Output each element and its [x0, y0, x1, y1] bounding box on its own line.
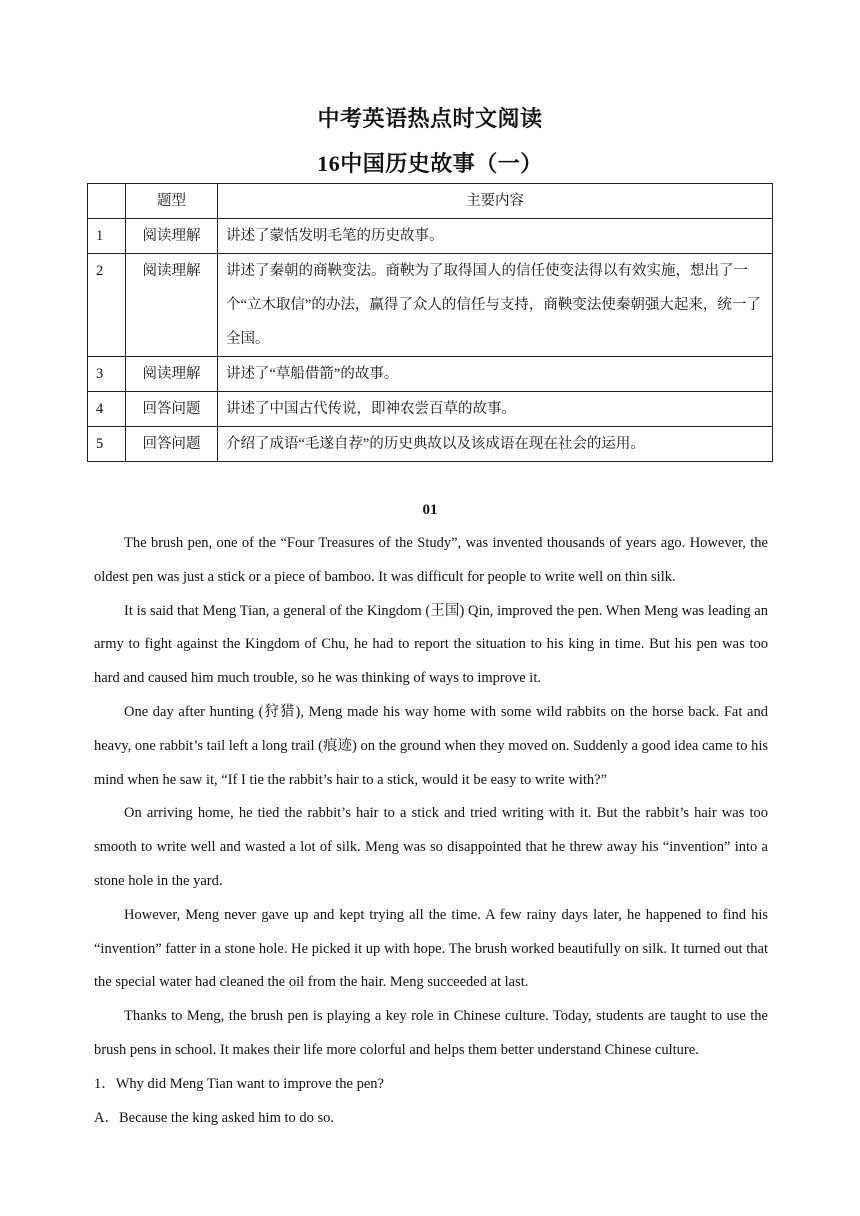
header-num — [88, 184, 126, 219]
paragraph: However, Meng never gave up and kept trying all the time. A few rainy days later, he happened to find his “invention” fatter in a stone hole. He picked it up with hope. The brush worked beautifully on silk. It turned out that the special water had cleaned the oil from the hair. Meng succeeded at last. — [94, 906, 768, 991]
header-type: 题型 — [126, 184, 218, 219]
row-content: 介绍了成语“毛遂自荐”的历史典故以及该成语在现在社会的运用。 — [218, 427, 773, 462]
row-type: 阅读理解 — [126, 357, 218, 392]
row-num: 1 — [88, 219, 126, 254]
table-row — [88, 392, 773, 427]
table-row — [88, 219, 773, 254]
paragraph: The brush pen, one of the “Four Treasures of the Study”, was invented thousands of years ago. However, the oldest pen was just a stick or a piece of bamboo. It was difficult for people to write well on thin silk. — [94, 535, 768, 585]
reading-passage — [94, 527, 768, 1135]
table-row — [88, 357, 773, 392]
table-header-row — [88, 184, 773, 219]
row-type: 阅读理解 — [126, 254, 218, 357]
document-subtitle: 16中国历史故事（一） — [317, 151, 543, 176]
header-content: 主要内容 — [218, 184, 773, 219]
paragraph: It is said that Meng Tian, a general of the Kingdom (王国) Qin, improved the pen. When Meng was leading an army to fight against the Kingdom of Chu, he had to report the situation to his king in time. But his pen was too hard and caused him much trouble, so he was thinking of ways to improve it. — [94, 602, 768, 687]
paragraph: On arriving home, he tied the rabbit’s hair to a stick and tried writing with it. But the rabbit’s hair was too smooth to write well and wasted a lot of silk. Meng was so disappointed that he threw away his “invention” into a stone hole in the yard. — [94, 805, 768, 889]
row-type: 阅读理解 — [126, 219, 218, 254]
paragraph: Thanks to Meng, the brush pen is playing a key role in Chinese culture. Today, students are taught to use the brush pens in school. It makes their life more colorful and helps them better understand Chinese culture. — [94, 1008, 768, 1058]
row-content: 讲述了“草船借箭”的故事。 — [218, 357, 773, 392]
row-num: 5 — [88, 427, 126, 462]
row-content: 讲述了蒙恬发明毛笔的历史故事。 — [218, 219, 773, 254]
table-row — [88, 427, 773, 462]
question-1: 1．Why did Meng Tian want to improve the pen? — [94, 1075, 384, 1092]
row-content: 讲述了秦朝的商鞅变法。商鞅为了取得国人的信任使变法得以有效实施，想出了一个“立木取信”的办法，赢得了众人的信任与支持，商鞅变法使秦朝强大起来，统一了全国。 — [218, 254, 773, 357]
option-a: A．Because the king asked him to do so. — [94, 1109, 335, 1126]
section-number: 01 — [422, 502, 438, 518]
row-type: 回答问题 — [126, 392, 218, 427]
document-title: 中考英语热点时文阅读 — [317, 106, 543, 131]
row-type: 回答问题 — [126, 427, 218, 462]
row-num: 3 — [88, 357, 126, 392]
row-num: 4 — [88, 392, 126, 427]
summary-table — [87, 183, 773, 462]
paragraph: One day after hunting (狩猎), Meng made his way home with some wild rabbits on the horse back. Fat and heavy, one rabbit’s tail left a long trail (痕迹) on the ground when they moved on. Suddenly a good idea came to his mind when he saw it, “If I tie the rabbit’s hair to a stick, would it be easy to write with?” — [94, 703, 768, 788]
row-content: 讲述了中国古代传说，即神农尝百草的故事。 — [218, 392, 773, 427]
table-row — [88, 254, 773, 357]
row-num: 2 — [88, 254, 126, 357]
